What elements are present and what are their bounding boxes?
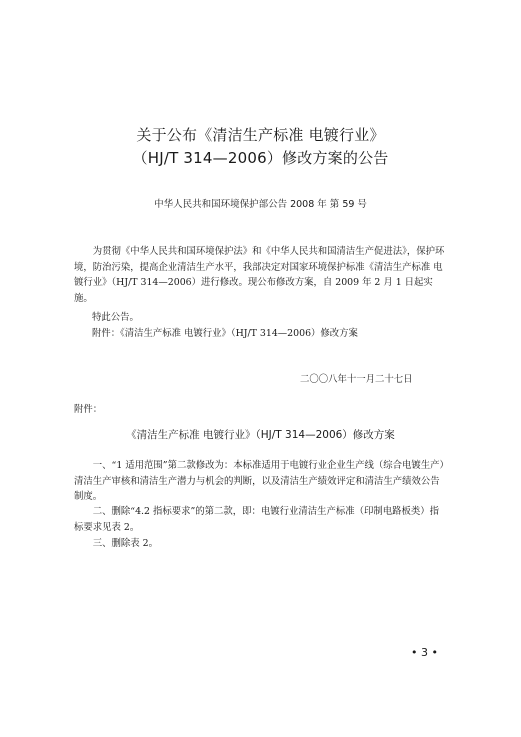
amendment-item-1: 一、“1 适用范围”第二款修改为：本标准适用于电镀行业企业生产线（综合电镀生产）清洁生产审核和清洁生产潜力与机会的判断，以及清洁生产绩效评定和清洁生产绩效公告制度。 [74, 460, 445, 503]
notice-title-line1: 关于公布《清洁生产标准 电镀行业》 [136, 126, 385, 144]
special-notice: 特此公告。 [92, 312, 139, 323]
amendment-item-3: 三、删除表 2。 [92, 538, 158, 549]
issuer-line: 中华人民共和国环境保护部公告 2008 年 第 59 号 [154, 199, 367, 210]
notice-body: 为贯彻《中华人民共和国环境保护法》和《中华人民共和国清洁生产促进法》，保护环境，防治污染，提高企业清洁生产水平，我部决定对国家环境保护标准《清洁生产标准 电镀行业》（HJ/T 314—2006）进行修改。现公布修改方案，自 2009 年 2 月 1 日起实施。 [74, 246, 445, 304]
notice-title-line2: （HJ/T 314—2006）修改方案的公告 [132, 149, 389, 167]
attachment-title: 《清洁生产标准 电镀行业》（HJ/T 314—2006）修改方案 [126, 429, 395, 441]
page-number: • 3 • [411, 646, 438, 659]
attachment-label: 附件： [74, 404, 103, 415]
notice-date: 二〇〇八年十一月二十七日 [300, 374, 413, 385]
attachment-reference: 附件：《清洁生产标准 电镀行业》（HJ/T 314—2006）修改方案 [92, 328, 358, 339]
amendment-item-2: 二、删除“4.2 指标要求”的第二款，即：电镀行业清洁生产标准（印制电路板类）指标要求见表 2。 [74, 506, 440, 533]
